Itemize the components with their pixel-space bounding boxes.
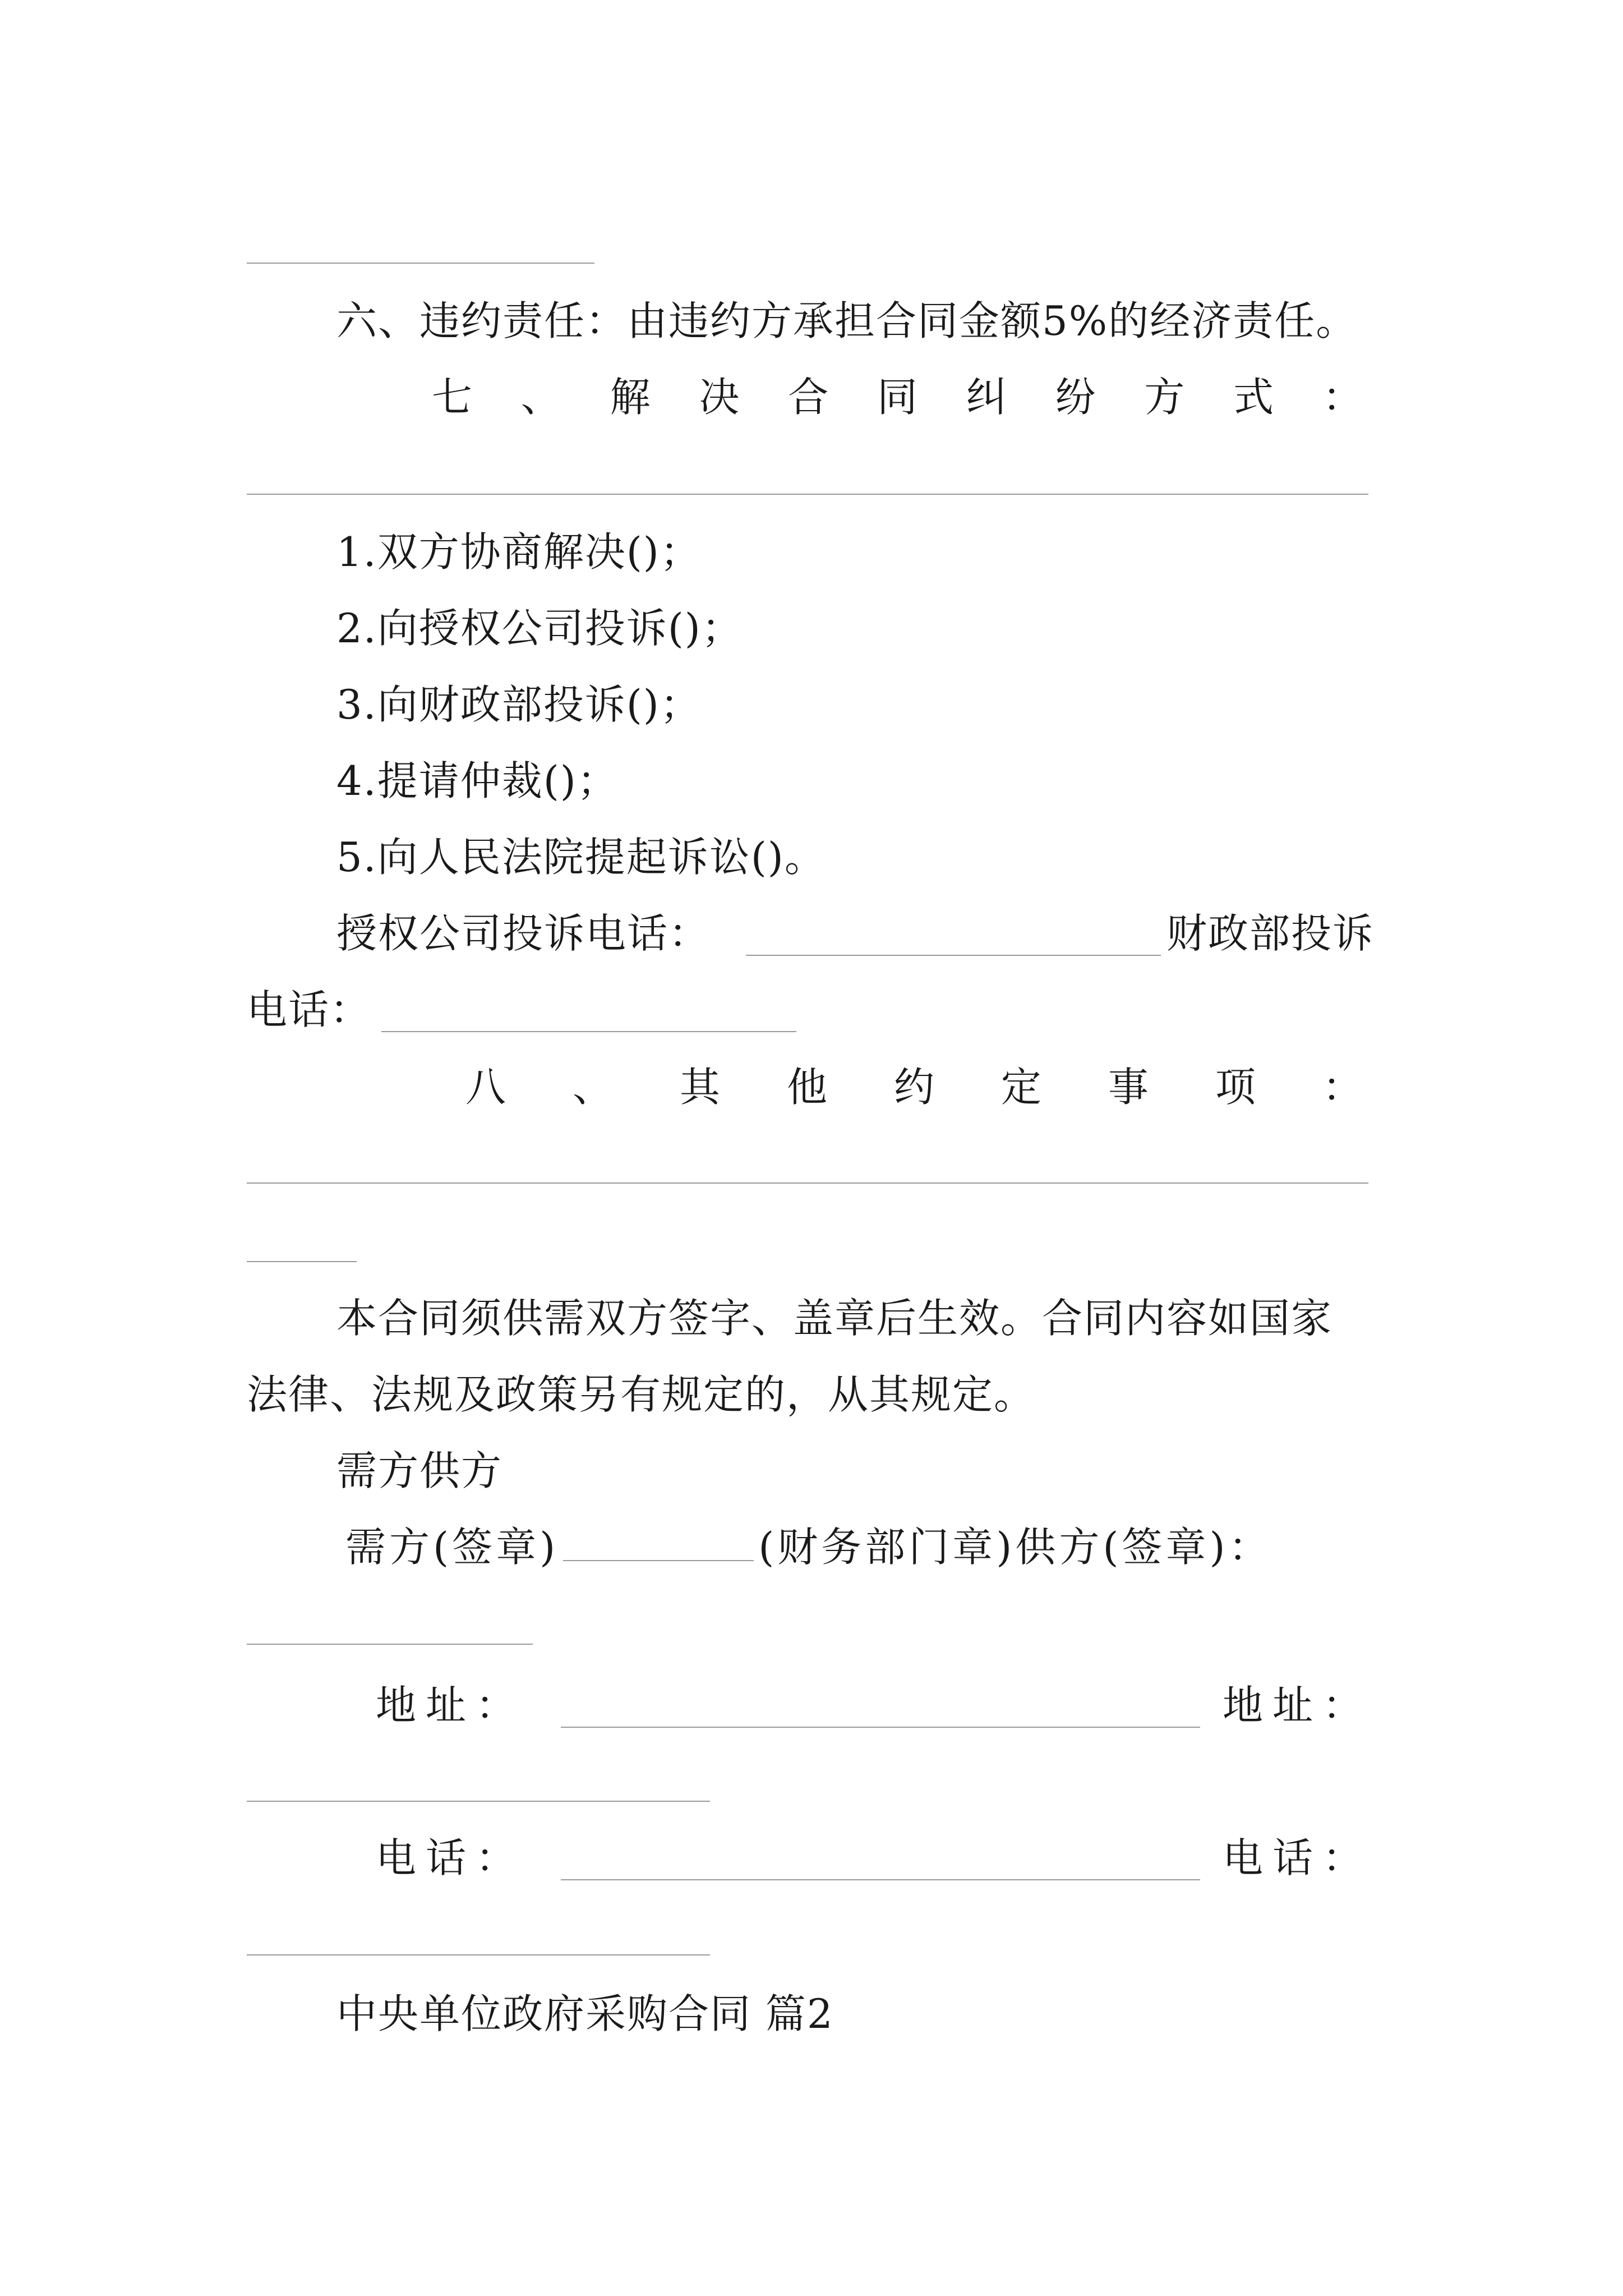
address-right-char: ： [1322, 1682, 1363, 1729]
blank-line-section-seven [247, 494, 1368, 495]
phone-right-char: 话 [1272, 1834, 1313, 1881]
dispute-option-5: 5.向人民法院提起诉讼()。 [336, 834, 826, 881]
phone-right-blank [247, 1954, 710, 1955]
phone-left-blank [561, 1879, 1200, 1880]
buyer-sign-label: 需方(签章) [345, 1524, 559, 1571]
dispute-option-4: 4.提请仲裁()； [336, 757, 619, 804]
section-eight-char: 项 [1215, 1064, 1256, 1111]
address-left-char: 址 [425, 1682, 466, 1729]
effect-clause-line-2: 法律、法规及政策另有规定的，从其规定。 [247, 1371, 1036, 1418]
finance-complaint-phone-blank [381, 1031, 796, 1032]
section-seven-char: 式 [1233, 374, 1274, 421]
address-right-blank [247, 1801, 710, 1802]
section-seven-char: 七 [432, 374, 473, 421]
phone-right-label [1223, 1830, 1363, 1886]
blank-line-section-eight-cont [247, 1261, 357, 1262]
section-eight-char: 他 [786, 1064, 827, 1111]
finance-complaint-phone-label: 财政部投诉 [1166, 910, 1375, 957]
next-section-heading: 中央单位政府采购合同 篇2 [336, 1990, 834, 2037]
finance-seal-label: (财务部门章) [758, 1524, 1016, 1571]
authorized-complaint-phone-blank [746, 955, 1161, 956]
effect-clause-line-1: 本合同须供需双方签字、盖章后生效。合同内容如国家 [336, 1295, 1333, 1342]
address-right-char: 址 [1272, 1682, 1313, 1729]
section-eight-char: 、 [572, 1064, 613, 1111]
section-seven-char: 纷 [1055, 374, 1096, 421]
section-seven-char: 合 [788, 374, 829, 421]
section-seven-char: ： [1322, 374, 1363, 421]
section-eight-char: 约 [893, 1064, 934, 1111]
parties-header: 需方供方 [336, 1447, 503, 1494]
section-eight-char: 定 [1000, 1064, 1041, 1111]
phone-left-char: ： [475, 1834, 516, 1881]
address-left-label [376, 1677, 516, 1733]
address-left-char: 地 [376, 1682, 417, 1729]
section-eight-heading [465, 1059, 1363, 1115]
signature-line [345, 1519, 1272, 1575]
blank-line-top [247, 263, 594, 264]
section-seven-heading [432, 369, 1363, 425]
dispute-option-3: 3.向财政部投诉()； [336, 681, 702, 728]
phone-left-char: 电 [376, 1834, 417, 1881]
section-seven-char: 决 [699, 374, 740, 421]
dispute-option-2: 2.向授权公司投诉()； [336, 605, 743, 652]
authorized-complaint-phone-label: 授权公司投诉电话： [336, 910, 711, 957]
section-six-text: 六、违约责任：由违约方承担合同金额5%的经济责任。 [336, 297, 1358, 344]
supplier-sign-blank [247, 1644, 533, 1645]
section-eight-char: 八 [465, 1064, 506, 1111]
blank-line-section-eight [247, 1182, 1368, 1184]
section-seven-char: 纠 [966, 374, 1007, 421]
section-seven-char: 、 [520, 374, 561, 421]
address-left-blank [561, 1727, 1200, 1728]
address-right-char: 地 [1223, 1682, 1264, 1729]
phone-right-char: 电 [1223, 1834, 1264, 1881]
phone-left-char: 话 [425, 1834, 466, 1881]
section-eight-char: 事 [1108, 1064, 1149, 1111]
section-seven-char: 解 [610, 374, 651, 421]
supplier-sign-label: 供方(签章)： [1015, 1524, 1272, 1571]
buyer-sign-blank [563, 1521, 754, 1561]
section-eight-char: 其 [679, 1064, 720, 1111]
address-right-label [1223, 1677, 1363, 1733]
dispute-option-1: 1.双方协商解决()； [336, 528, 702, 576]
section-eight-char: ： [1322, 1064, 1363, 1111]
section-seven-char: 方 [1144, 374, 1185, 421]
section-seven-char: 同 [877, 374, 917, 421]
address-left-char: ： [475, 1682, 516, 1729]
phone-right-char: ： [1322, 1834, 1363, 1881]
finance-complaint-phone-label-cont: 电话： [247, 986, 372, 1033]
phone-left-label [376, 1830, 516, 1886]
